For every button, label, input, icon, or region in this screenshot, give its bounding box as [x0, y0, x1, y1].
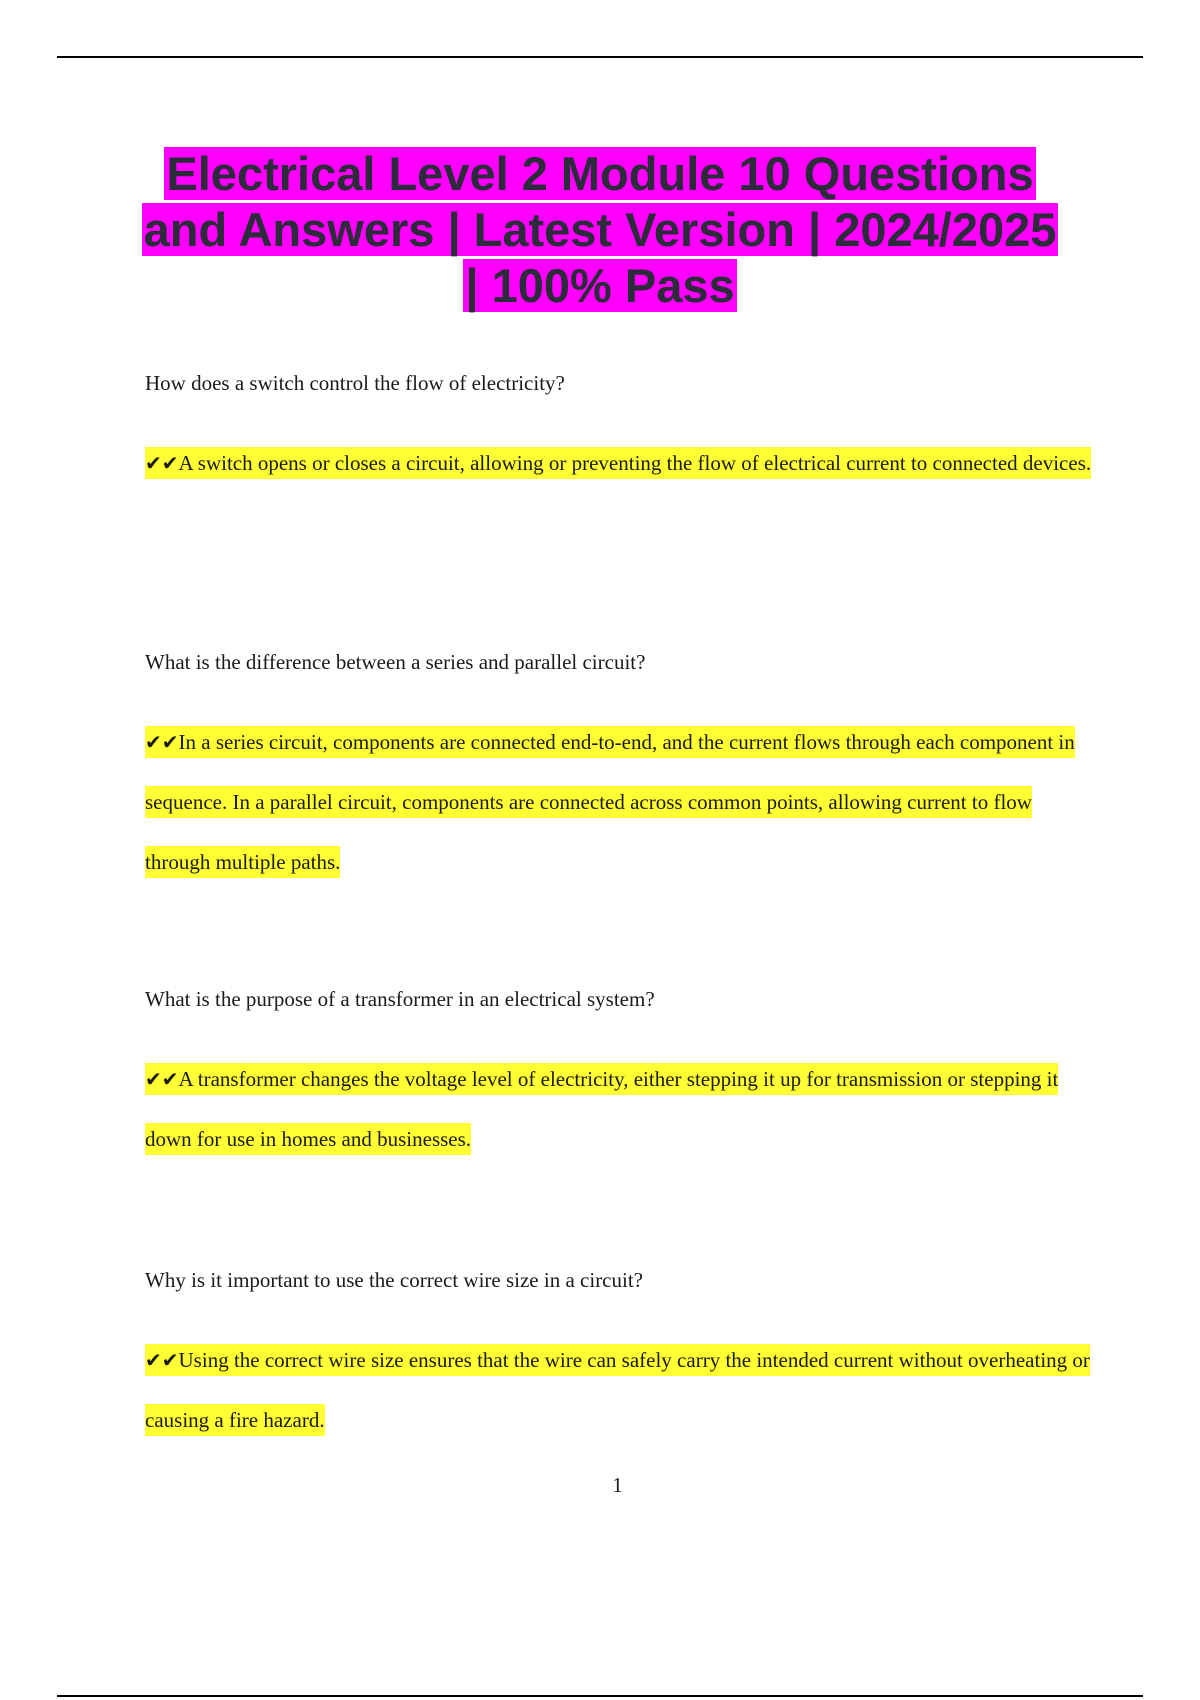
answer-text [145, 1049, 1095, 1169]
header-rule [57, 56, 1143, 58]
question-text: How does a switch control the flow of electricity? [145, 371, 565, 395]
qa-item [145, 648, 1095, 892]
question-text: What is the difference between a series and parallel circuit? [145, 650, 646, 674]
answer-text [145, 433, 1095, 493]
page-number: 1 [612, 1473, 623, 1497]
check-mark-icon: ✔✔ [145, 1067, 179, 1091]
answer-text [145, 1330, 1095, 1450]
answer-text [145, 712, 1095, 892]
answer-body: In a series circuit, components are connected end-to-end, and the current flows through each component in sequence. In a parallel circuit, components are connected across common points, allowing current to flow through multiple paths. [145, 730, 1075, 874]
answer-body: Using the correct wire size ensures that the wire can safely carry the intended current without overheating or causing a fire hazard. [145, 1348, 1090, 1432]
document-title [130, 146, 1070, 314]
document-title-text: Electrical Level 2 Module 10 Questions and Answers | Latest Version | 2024/2025 | 100% Pass [143, 147, 1057, 312]
footer-rule [57, 1695, 1143, 1697]
check-mark-icon: ✔✔ [145, 451, 179, 475]
check-mark-icon: ✔✔ [145, 730, 179, 754]
qa-item [145, 369, 1095, 493]
answer-body: A switch opens or closes a circuit, allowing or preventing the flow of electrical current to connected devices. [178, 451, 1092, 475]
question-text: What is the purpose of a transformer in an electrical system? [145, 987, 655, 1011]
question-text: Why is it important to use the correct wire size in a circuit? [145, 1268, 643, 1292]
qa-item [145, 1266, 1095, 1450]
check-mark-icon: ✔✔ [145, 1348, 179, 1372]
answer-body: A transformer changes the voltage level of electricity, either stepping it up for transmission or stepping it down for use in homes and businesses. [145, 1067, 1059, 1151]
qa-item [145, 985, 1095, 1169]
